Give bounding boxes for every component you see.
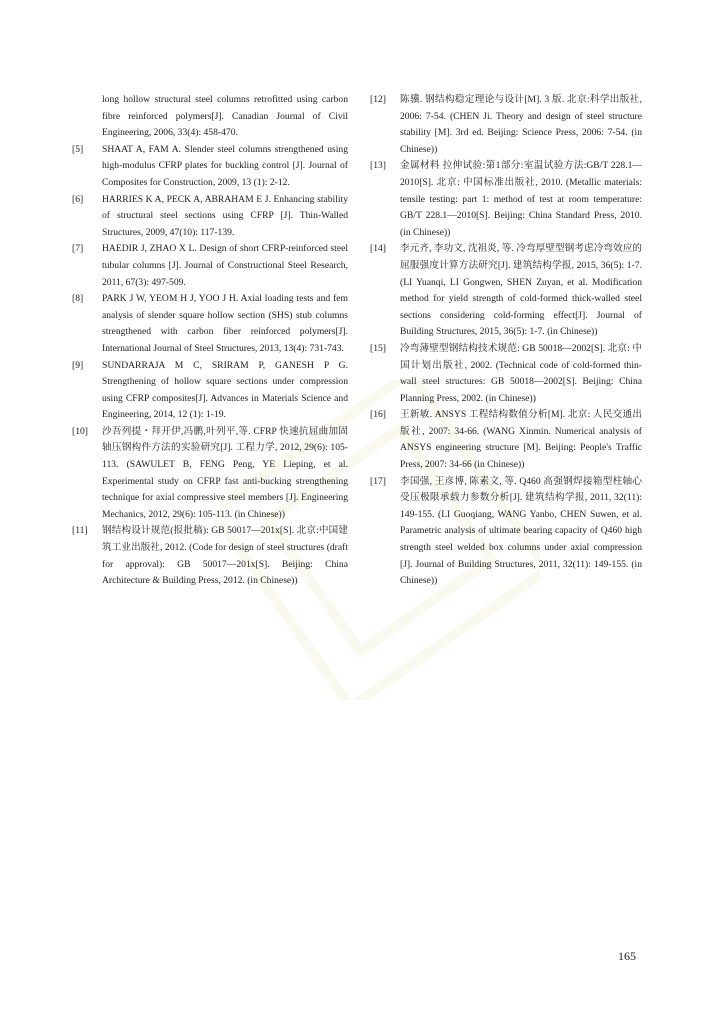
reference-text: 陈骥. 钢结构稳定理论与设计[M]. 3 版. 北京:科学出版社, 2006: 7-54. (CHEN Ji. Theory and design of steel structure stability [M]. 3rd ed. Beijing: Science Press, 2006: 7-54. (in Chinese)) [400,94,642,155]
references-column-left [72,92,348,590]
reference-number: [8] [72,293,84,305]
reference-item-7 [72,241,348,291]
reference-number: [17] [370,475,386,487]
reference-number: [5] [72,143,84,155]
reference-item-17 [370,474,642,590]
reference-text: SUNDARRAJA M C, SRIRAM P, GANESH P G. Strengthening of hollow square sections under compression using CFRP composites[J]. Advances in Materials Science and Engineering, 2014, 12 (1): 1-19. [102,359,348,421]
reference-number: [13] [370,160,386,172]
reference-item-9 [72,358,348,424]
reference-number: [12] [370,94,386,105]
reference-item-16 [370,407,642,473]
reference-text: 钢结构设计规范(报批稿): GB 50017—201x[S]. 北京:中国建筑工业出版社, 2012. (Code for design of steel structures (draft for approval): GB 50017—201x[S]. Beijing: China Architecture & Building Press, 2012. (in Chinese)) [102,525,348,587]
reference-text: 金属材料 拉伸试验:第1部分:室温试验方法:GB/T 228.1—2010[S]. 北京: 中国标准出版社, 2010. (Metallic materials: tensile testing: part 1: method of test at room temperature: GB/T 228.1—2010[S]. Beijing: China Standard Press, 2010. (in Chinese)) [400,160,642,238]
reference-text: 沙吾列提・拜开伊,冯鹏,叶列平,等. CFRP 快速抗屈曲加固轴压钢构件方法的实验研究[J]. 工程力学, 2012, 29(6): 105-113. (SAWULET B, FENG Peng, YE Lieping, et al. Experimental study on CFRP fast anti-bucking strengthening technique for axial compressive steel members [J]. Engineering Mechanics, 2012, 29(6): 105-113. (in Chinese)) [102,425,348,520]
reference-item-4-continued: long hollow structural steel columns retrofitted using carbon fibre reinforced polymers[J]. Canadian Journal of Civil Engineering, 2006, 33(4): 458-470. [102,94,348,139]
reference-item-14 [370,241,642,341]
reference-item-11 [72,523,348,589]
reference-number: [16] [370,409,386,421]
reference-item-8 [72,291,348,357]
reference-text: SHAAT A, FAM A. Slender steel columns strengthened using high-modulus CFRP plates for buckling control [J]. Journal of Composites for Construction, 2009, 13 (1): 2-12. [102,143,348,188]
reference-text: 李元齐, 李功文, 沈祖炎, 等. 冷弯厚壁型钢考虑冷弯效应的屈服强度计算方法研究[J]. 建筑结构学报, 2015, 36(5): 1-7. (LI Yuanqi, LI Gongwen, SHEN Zuyan, et al. Modification method for yield strength of cold-formed thick-walled steel sections considering cold-forming effect[J]. Journal of Building Structures, 2015, 36(5): 1-7. (in Chinese)) [400,243,642,338]
reference-item-13 [370,158,642,241]
reference-text: HARRIES K A, PECK A, ABRAHAM E J. Enhancing stability of structural steel sections using CFRP [J]. Thin-Walled Structures, 2009, 47(10): 117-139. [102,193,348,238]
page-number: 165 [618,949,636,963]
reference-item-12 [370,92,642,158]
reference-item-5 [72,142,348,192]
reference-number: [11] [72,525,88,537]
reference-text: HAEDIR J, ZHAO X L. Design of short CFRP-reinforced steel tubular columns [J]. Journal of Constructional Steel Research, 2011, 67(3): 497-509. [102,243,348,288]
reference-item-15 [370,341,642,407]
reference-item-6 [72,192,348,242]
reference-number: [15] [370,342,386,354]
reference-item-10 [72,424,348,524]
reference-text: PARK J W, YEOM H J, YOO J H. Axial loading tests and fem analysis of slender square hollow section (SHS) stub columns strengthened with carbon fiber reinforced polymers[J]. International Journal of Steel Structures, 2013, 13(4): 731-743. [102,293,348,354]
reference-text: 冷弯薄壁型钢结构技术规范: GB 50018—2002[S]. 北京: 中国计划出版社, 2002. (Technical code of cold-formed thin-wall steel structures: GB 50018—2002[S]. Beijing: China Planning Press, 2002. (in Chinese)) [400,342,642,404]
reference-text: 王新敏. ANSYS 工程结构数值分析[M]. 北京: 人民交通出版社, 2007: 34-66. (WANG Xinmin. Numerical analysis of ANSYS engineering structure [M]. Beijing: People's Traffic Press, 2007: 34-66 (in Chinese)) [400,409,642,471]
reference-number: [10] [72,425,88,437]
reference-text: 李国强, 王彦博, 陈素文, 等. Q460 高强钢焊接箱型柱轴心受压极限承载力参数分析[J]. 建筑结构学报, 2011, 32(11): 149-155. (LI Guoqiang, WANG Yanbo, CHEN Suwen, et al. Parametric analysis of ultimate bearing capacity of Q460 high strength steel welded box columns under axial compression [J]. Journal of Building Structures, 2011, 32(11): 149-155. (in Chinese)) [400,475,642,587]
reference-number: [9] [72,359,84,371]
reference-number: [7] [72,243,84,255]
reference-number: [6] [72,193,84,205]
reference-number: [14] [370,243,386,255]
references-column-right [370,92,642,590]
